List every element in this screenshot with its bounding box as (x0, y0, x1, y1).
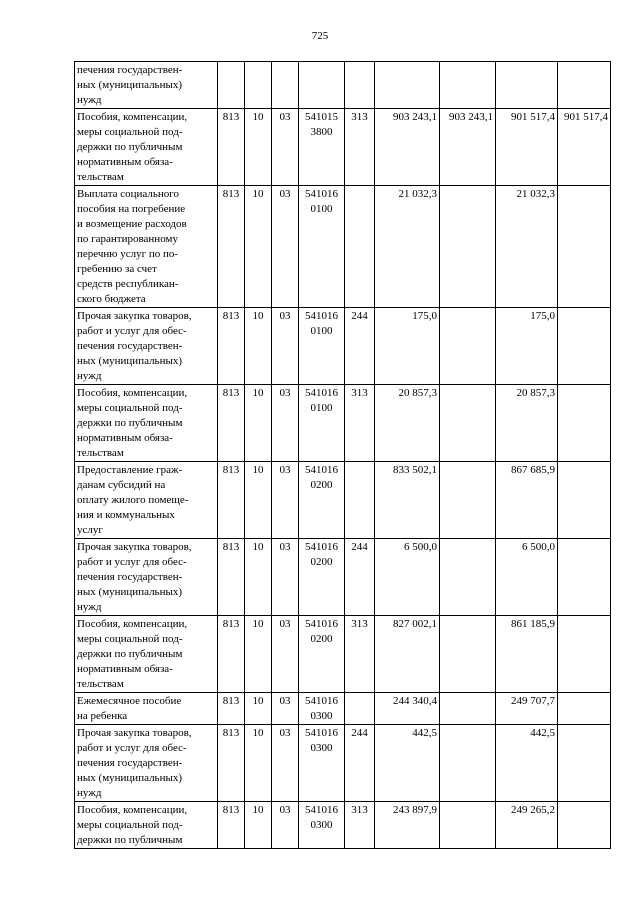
row-name-line: средств республикан- (77, 278, 179, 290)
row-name-line: ных (муниципальных) (77, 586, 183, 598)
expense-type-cell (345, 62, 375, 109)
amount-3-cell: 20 857,3 (496, 385, 558, 462)
amount-2-cell (440, 693, 496, 725)
expense-type-cell: 313 (345, 109, 375, 186)
row-name-line: тельствам (77, 447, 124, 459)
amount-2-cell (440, 62, 496, 109)
row-name-line: нужд (77, 94, 102, 106)
expense-type-cell (345, 693, 375, 725)
section-code-cell: 10 (245, 385, 272, 462)
amount-2-cell (440, 308, 496, 385)
amount-3-cell: 442,5 (496, 725, 558, 802)
target-article-cell (299, 462, 345, 539)
row-name-line: Прочая закупка товаров, (77, 310, 192, 322)
table-row (75, 62, 611, 109)
amount-1-cell: 20 857,3 (375, 385, 440, 462)
target-article-cell (299, 385, 345, 462)
row-name-line: по гарантированному (77, 233, 178, 245)
expense-type-cell (345, 186, 375, 308)
amount-1-cell (375, 62, 440, 109)
row-name-line: печения государствен- (77, 571, 183, 583)
row-name-line: работ и услуг для обес- (77, 742, 187, 754)
row-name-cell (75, 186, 218, 308)
amount-3-cell: 249 265,2 (496, 802, 558, 849)
page-number: 725 (311, 30, 329, 42)
row-name-line: меры социальной под- (77, 633, 183, 645)
row-name-line: печения государствен- (77, 64, 183, 76)
row-name-cell (75, 385, 218, 462)
row-name-line: перечню услуг по по- (77, 248, 179, 260)
section-code-cell (245, 62, 272, 109)
row-name-line: Пособия, компенсации, (77, 387, 188, 399)
target-article-cell (299, 802, 345, 849)
amount-4-cell: 901 517,4 (558, 109, 611, 186)
row-name-line: держки по публичным (77, 648, 183, 660)
target-article-text: 541016 0200 (305, 541, 338, 568)
row-name-line: ского бюджета (77, 293, 146, 305)
row-name-line: работ и услуг для обес- (77, 556, 187, 568)
amount-1-cell: 827 002,1 (375, 616, 440, 693)
row-name-line: нужд (77, 601, 102, 613)
row-name-line: нужд (77, 787, 102, 799)
ministry-code-cell: 813 (218, 385, 245, 462)
table-row (75, 725, 611, 802)
ministry-code-cell: 813 (218, 693, 245, 725)
row-name-cell (75, 802, 218, 849)
target-article-cell (299, 308, 345, 385)
row-name-line: оплату жилого помеще- (77, 494, 189, 506)
row-name-line: держки по публичным (77, 834, 183, 846)
table-row (75, 616, 611, 693)
ministry-code-cell: 813 (218, 539, 245, 616)
target-article-text: 541016 0300 (305, 695, 338, 722)
amount-4-cell (558, 693, 611, 725)
row-name-line: меры социальной под- (77, 819, 183, 831)
row-name-line: тельствам (77, 678, 124, 690)
row-name-cell (75, 725, 218, 802)
amount-1-cell: 21 032,3 (375, 186, 440, 308)
target-article-cell (299, 725, 345, 802)
row-name-line: держки по публичным (77, 141, 183, 153)
expense-type-cell: 244 (345, 308, 375, 385)
subsection-code-cell: 03 (272, 385, 299, 462)
amount-4-cell (558, 725, 611, 802)
section-code-cell: 10 (245, 693, 272, 725)
row-name-line: гребению за счет (77, 263, 157, 275)
table-row (75, 109, 611, 186)
subsection-code-cell: 03 (272, 616, 299, 693)
amount-2-cell (440, 616, 496, 693)
subsection-code-cell: 03 (272, 725, 299, 802)
amount-1-cell: 833 502,1 (375, 462, 440, 539)
amount-1-cell: 244 340,4 (375, 693, 440, 725)
row-name-line: работ и услуг для обес- (77, 325, 187, 337)
row-name-line: ных (муниципальных) (77, 355, 183, 367)
target-article-text: 541016 0300 (305, 727, 338, 754)
section-code-cell: 10 (245, 308, 272, 385)
row-name-line: нужд (77, 370, 102, 382)
amount-2-cell (440, 725, 496, 802)
table-row (75, 539, 611, 616)
target-article-text: 541016 0200 (305, 618, 338, 645)
amount-2-cell (440, 385, 496, 462)
target-article-cell (299, 62, 345, 109)
budget-table-body (75, 62, 611, 849)
row-name-line: тельствам (77, 171, 124, 183)
row-name-line: Пособия, компенсации, (77, 111, 188, 123)
amount-2-cell: 903 243,1 (440, 109, 496, 186)
table-row (75, 802, 611, 849)
subsection-code-cell: 03 (272, 462, 299, 539)
row-name-line: Выплата социального (77, 188, 180, 200)
amount-4-cell (558, 462, 611, 539)
row-name-line: Пособия, компенсации, (77, 804, 188, 816)
table-row (75, 462, 611, 539)
amount-3-cell: 6 500,0 (496, 539, 558, 616)
target-article-text: 541016 0200 (305, 464, 338, 491)
target-article-text: 541015 3800 (305, 111, 338, 138)
amount-4-cell (558, 62, 611, 109)
table-row (75, 186, 611, 308)
amount-3-cell: 867 685,9 (496, 462, 558, 539)
section-code-cell: 10 (245, 109, 272, 186)
row-name-cell (75, 462, 218, 539)
amount-4-cell (558, 616, 611, 693)
amount-1-cell: 903 243,1 (375, 109, 440, 186)
ministry-code-cell: 813 (218, 109, 245, 186)
row-name-line: меры социальной под- (77, 126, 183, 138)
section-code-cell: 10 (245, 616, 272, 693)
subsection-code-cell: 03 (272, 802, 299, 849)
ministry-code-cell: 813 (218, 462, 245, 539)
subsection-code-cell: 03 (272, 186, 299, 308)
expense-type-cell: 313 (345, 385, 375, 462)
row-name-line: Пособия, компенсации, (77, 618, 188, 630)
table-row (75, 693, 611, 725)
subsection-code-cell: 03 (272, 693, 299, 725)
subsection-code-cell: 03 (272, 109, 299, 186)
amount-4-cell (558, 802, 611, 849)
ministry-code-cell (218, 62, 245, 109)
expense-type-cell: 313 (345, 616, 375, 693)
row-name-line: меры социальной под- (77, 402, 183, 414)
table-row (75, 308, 611, 385)
expense-type-cell (345, 462, 375, 539)
row-name-line: Предоставление граж- (77, 464, 183, 476)
row-name-line: данам субсидий на (77, 479, 166, 491)
row-name-line: печения государствен- (77, 757, 183, 769)
ministry-code-cell: 813 (218, 802, 245, 849)
row-name-cell (75, 62, 218, 109)
row-name-line: нормативным обяза- (77, 432, 173, 444)
amount-2-cell (440, 802, 496, 849)
amount-1-cell: 243 897,9 (375, 802, 440, 849)
subsection-code-cell: 03 (272, 308, 299, 385)
table-row (75, 385, 611, 462)
expense-type-cell: 244 (345, 725, 375, 802)
target-article-cell (299, 109, 345, 186)
section-code-cell: 10 (245, 802, 272, 849)
amount-3-cell: 249 707,7 (496, 693, 558, 725)
row-name-line: Прочая закупка товаров, (77, 541, 192, 553)
row-name-line: нормативным обяза- (77, 156, 173, 168)
amount-3-cell: 21 032,3 (496, 186, 558, 308)
section-code-cell: 10 (245, 462, 272, 539)
amount-3-cell (496, 62, 558, 109)
amount-4-cell (558, 308, 611, 385)
row-name-line: Прочая закупка товаров, (77, 727, 192, 739)
ministry-code-cell: 813 (218, 186, 245, 308)
row-name-line: ния и коммунальных (77, 509, 175, 521)
ministry-code-cell: 813 (218, 308, 245, 385)
target-article-cell (299, 186, 345, 308)
expense-type-cell: 313 (345, 802, 375, 849)
amount-3-cell: 901 517,4 (496, 109, 558, 186)
amount-2-cell (440, 539, 496, 616)
amount-3-cell: 861 185,9 (496, 616, 558, 693)
section-code-cell: 10 (245, 186, 272, 308)
ministry-code-cell: 813 (218, 725, 245, 802)
amount-4-cell (558, 385, 611, 462)
amount-2-cell (440, 462, 496, 539)
row-name-cell (75, 693, 218, 725)
row-name-line: и возмещение расходов (77, 218, 187, 230)
row-name-line: услуг (77, 524, 103, 536)
row-name-line: ных (муниципальных) (77, 772, 183, 784)
row-name-line: печения государствен- (77, 340, 183, 352)
subsection-code-cell (272, 62, 299, 109)
amount-1-cell: 6 500,0 (375, 539, 440, 616)
row-name-line: на ребенка (77, 710, 128, 722)
target-article-cell (299, 539, 345, 616)
expense-type-cell: 244 (345, 539, 375, 616)
row-name-cell (75, 539, 218, 616)
amount-2-cell (440, 186, 496, 308)
row-name-line: Ежемесячное пособие (77, 695, 182, 707)
target-article-text: 541016 0100 (305, 310, 338, 337)
target-article-text: 541016 0100 (305, 387, 338, 414)
target-article-text: 541016 0100 (305, 188, 338, 215)
target-article-cell (299, 616, 345, 693)
amount-4-cell (558, 186, 611, 308)
amount-4-cell (558, 539, 611, 616)
row-name-line: ных (муниципальных) (77, 79, 183, 91)
target-article-cell (299, 693, 345, 725)
section-code-cell: 10 (245, 539, 272, 616)
row-name-line: держки по публичным (77, 417, 183, 429)
row-name-cell (75, 616, 218, 693)
subsection-code-cell: 03 (272, 539, 299, 616)
row-name-line: нормативным обяза- (77, 663, 173, 675)
target-article-text: 541016 0300 (305, 804, 338, 831)
row-name-cell (75, 308, 218, 385)
amount-1-cell: 442,5 (375, 725, 440, 802)
section-code-cell: 10 (245, 725, 272, 802)
row-name-cell (75, 109, 218, 186)
amount-1-cell: 175,0 (375, 308, 440, 385)
amount-3-cell: 175,0 (496, 308, 558, 385)
row-name-line: пособия на погребение (77, 203, 186, 215)
budget-table (74, 61, 611, 849)
ministry-code-cell: 813 (218, 616, 245, 693)
